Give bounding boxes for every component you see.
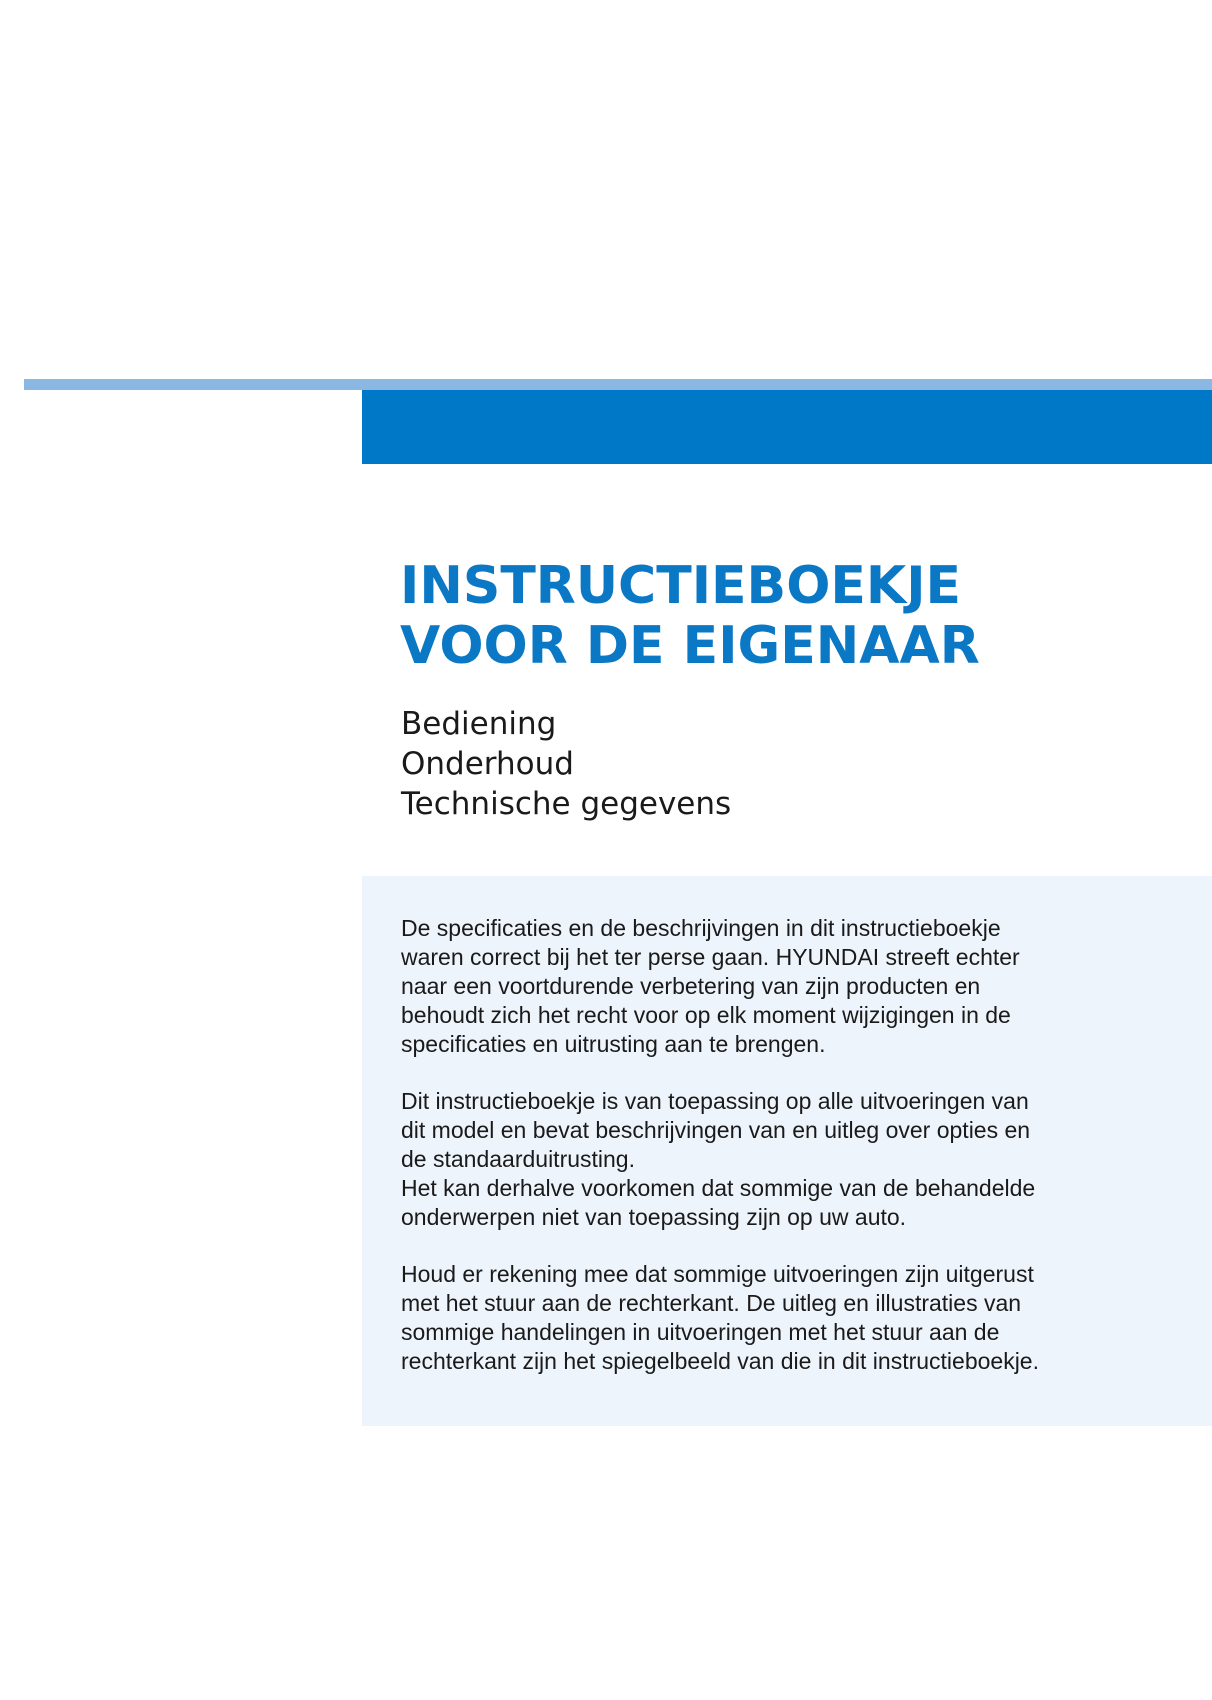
notice-line: Het kan derhalve voorkomen dat sommige van de behandelde bbox=[401, 1175, 1036, 1201]
notice-paragraph-right-hand-drive bbox=[401, 1260, 1192, 1376]
notice-line: sommige handelingen in uitvoeringen met het stuur aan de bbox=[401, 1319, 1000, 1345]
header-stripe-light bbox=[24, 379, 1212, 390]
notice-line: Houd er rekening mee dat sommige uitvoeringen zijn uitgerust bbox=[401, 1261, 1034, 1287]
subtitle-maintenance: Onderhoud bbox=[401, 746, 574, 782]
notice-box bbox=[362, 876, 1212, 1426]
subtitle-list bbox=[401, 704, 731, 824]
notice-line: behoudt zich het recht voor op elk moment wijzigingen in de bbox=[401, 1002, 1011, 1028]
notice-line: naar een voortdurende verbetering van zijn producten en bbox=[401, 973, 981, 999]
notice-line: waren correct bij het ter perse gaan. HYUNDAI streeft echter bbox=[401, 944, 1020, 970]
document-title-line-2: VOOR DE EIGENAAR bbox=[400, 616, 980, 676]
notice-paragraph-specifications bbox=[401, 914, 1192, 1059]
notice-line: dit model en bevat beschrijvingen van en uitleg over opties en bbox=[401, 1117, 1031, 1143]
notice-line: onderwerpen niet van toepassing zijn op uw auto. bbox=[401, 1204, 907, 1230]
subtitle-technical-data: Technische gegevens bbox=[401, 786, 732, 822]
notice-line: specificaties en uitrusting aan te brengen. bbox=[401, 1031, 826, 1057]
notice-paragraph-applicability bbox=[401, 1087, 1192, 1232]
notice-line: de standaarduitrusting. bbox=[401, 1146, 635, 1172]
notice-line: met het stuur aan de rechterkant. De uitleg en illustraties van bbox=[401, 1290, 1022, 1316]
notice-line: Dit instructieboekje is van toepassing op alle uitvoeringen van bbox=[401, 1088, 1029, 1114]
header-band-blue bbox=[362, 390, 1212, 464]
subtitle-operation: Bediening bbox=[401, 706, 557, 742]
document-title bbox=[400, 556, 980, 676]
document-title-line-1: INSTRUCTIEBOEKJE bbox=[400, 556, 962, 616]
notice-line: De specificaties en de beschrijvingen in dit instructieboekje bbox=[401, 915, 1001, 941]
notice-line: rechterkant zijn het spiegelbeeld van die in dit instructieboekje. bbox=[401, 1348, 1039, 1374]
